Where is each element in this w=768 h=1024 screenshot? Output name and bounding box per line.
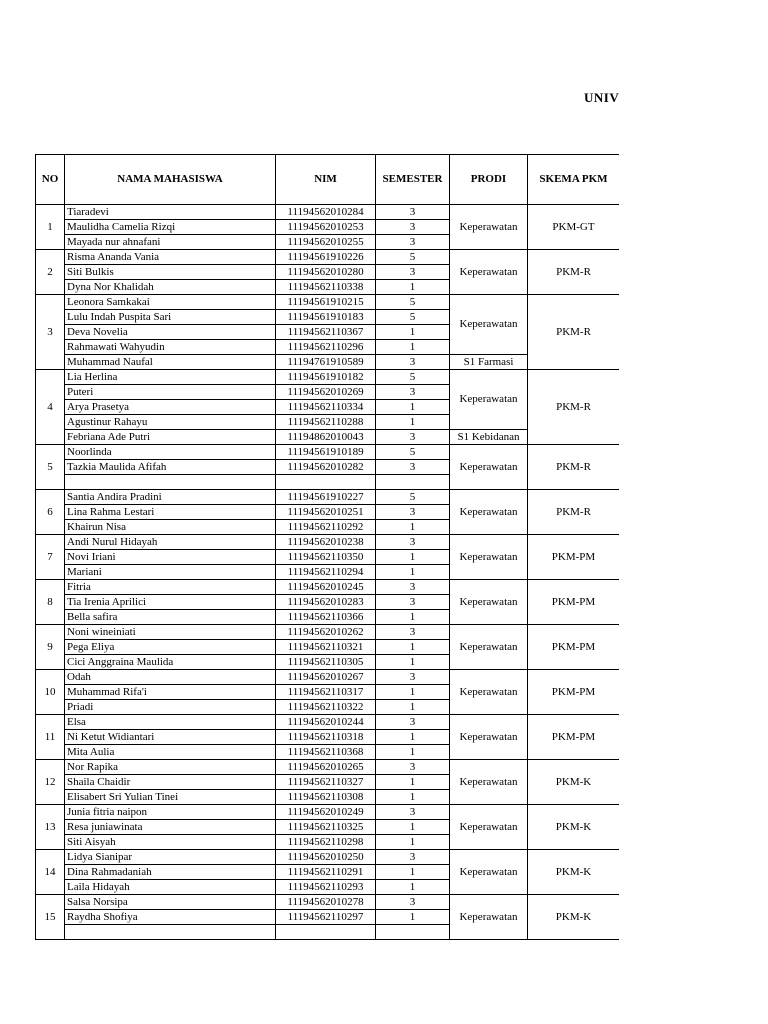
table-row xyxy=(36,445,620,460)
student-nim: 11194561910215 xyxy=(276,295,376,310)
table-row xyxy=(36,895,620,910)
group-number: 5 xyxy=(36,445,65,490)
student-nim: 11194562010282 xyxy=(276,460,376,475)
group-skema-pkm: PKM-R xyxy=(528,250,620,295)
table-row xyxy=(36,205,620,220)
student-semester: 1 xyxy=(376,280,450,295)
student-name: Novi Iriani xyxy=(65,550,276,565)
student-semester: 1 xyxy=(376,640,450,655)
student-semester: 3 xyxy=(376,535,450,550)
student-name: Mayada nur ahnafani xyxy=(65,235,276,250)
student-semester: 3 xyxy=(376,805,450,820)
group-prodi: Keperawatan xyxy=(450,850,528,895)
student-semester: 1 xyxy=(376,775,450,790)
student-nim: 11194562110297 xyxy=(276,910,376,925)
student-nim: 11194561910183 xyxy=(276,310,376,325)
student-nim: 11194562110288 xyxy=(276,415,376,430)
student-nim: 11194562010278 xyxy=(276,895,376,910)
group-number: 11 xyxy=(36,715,65,760)
table-row xyxy=(36,370,620,385)
student-nim: 11194562010280 xyxy=(276,265,376,280)
student-semester: 1 xyxy=(376,610,450,625)
student-nim: 11194562010283 xyxy=(276,595,376,610)
student-name xyxy=(65,925,276,940)
student-semester: 1 xyxy=(376,730,450,745)
student-nim: 11194562110317 xyxy=(276,685,376,700)
student-name: Rahmawati Wahyudin xyxy=(65,340,276,355)
student-name: Mariani xyxy=(65,565,276,580)
header-skema-pkm: SKEMA PKM xyxy=(528,155,620,205)
student-name: Laila Hidayah xyxy=(65,880,276,895)
group-prodi: Keperawatan xyxy=(450,250,528,295)
student-nim: 11194562110298 xyxy=(276,835,376,850)
header-no: NO xyxy=(36,155,65,205)
group-prodi: Keperawatan xyxy=(450,535,528,580)
student-nim: 11194562010253 xyxy=(276,220,376,235)
student-semester: 5 xyxy=(376,490,450,505)
student-name: Mita Aulia xyxy=(65,745,276,760)
student-semester: 3 xyxy=(376,265,450,280)
student-semester: 3 xyxy=(376,460,450,475)
student-name: Leonora Samkakai xyxy=(65,295,276,310)
student-name: Dina Rahmadaniah xyxy=(65,865,276,880)
student-semester: 1 xyxy=(376,910,450,925)
student-semester: 3 xyxy=(376,760,450,775)
student-semester xyxy=(376,475,450,490)
header-semester: SEMESTER xyxy=(376,155,450,205)
student-semester: 3 xyxy=(376,430,450,445)
header-nama-mahasiswa: NAMA MAHASISWA xyxy=(65,155,276,205)
table-row xyxy=(36,670,620,685)
student-nim: 11194562110294 xyxy=(276,565,376,580)
student-nim: 11194562110334 xyxy=(276,400,376,415)
table-body xyxy=(36,205,620,940)
student-nim: 11194562110321 xyxy=(276,640,376,655)
student-semester xyxy=(376,925,450,940)
student-semester: 1 xyxy=(376,655,450,670)
group-number: 2 xyxy=(36,250,65,295)
group-number: 3 xyxy=(36,295,65,370)
student-nim: 11194562010245 xyxy=(276,580,376,595)
student-semester: 5 xyxy=(376,370,450,385)
student-name: Fitria xyxy=(65,580,276,595)
table-row xyxy=(36,760,620,775)
group-skema-pkm: PKM-R xyxy=(528,445,620,490)
group-skema-pkm: PKM-R xyxy=(528,370,620,445)
student-name: Nor Rapika xyxy=(65,760,276,775)
student-nim: 11194562010269 xyxy=(276,385,376,400)
student-semester: 1 xyxy=(376,520,450,535)
student-nim: 11194561910227 xyxy=(276,490,376,505)
student-nim: 11194562010262 xyxy=(276,625,376,640)
group-prodi: Keperawatan xyxy=(450,670,528,715)
student-nim: 11194562110325 xyxy=(276,820,376,835)
student-semester: 1 xyxy=(376,835,450,850)
group-skema-pkm: PKM-PM xyxy=(528,535,620,580)
student-semester: 3 xyxy=(376,595,450,610)
table-row xyxy=(36,490,620,505)
student-nim: 11194562110322 xyxy=(276,700,376,715)
group-skema-pkm: PKM-K xyxy=(528,760,620,805)
student-name: Siti Bulkis xyxy=(65,265,276,280)
student-name: Tiaradevi xyxy=(65,205,276,220)
student-semester: 5 xyxy=(376,295,450,310)
student-nim: 11194562110327 xyxy=(276,775,376,790)
student-name: Ni Ketut Widiantari xyxy=(65,730,276,745)
student-semester: 3 xyxy=(376,715,450,730)
student-nim: 11194562110292 xyxy=(276,520,376,535)
table-row xyxy=(36,535,620,550)
header-prodi: PRODI xyxy=(450,155,528,205)
student-semester: 1 xyxy=(376,745,450,760)
group-skema-pkm: PKM-K xyxy=(528,895,620,940)
group-prodi: Keperawatan xyxy=(450,895,528,940)
student-nim: 11194562110338 xyxy=(276,280,376,295)
table-row xyxy=(36,715,620,730)
group-prodi: Keperawatan xyxy=(450,580,528,625)
student-semester: 5 xyxy=(376,310,450,325)
table-row xyxy=(36,295,620,310)
group-skema-pkm: PKM-K xyxy=(528,805,620,850)
student-semester: 1 xyxy=(376,415,450,430)
student-semester: 3 xyxy=(376,385,450,400)
student-nim: 11194761910589 xyxy=(276,355,376,370)
student-name: Dyna Nor Khalidah xyxy=(65,280,276,295)
student-nim: 11194562010249 xyxy=(276,805,376,820)
student-name: Odah xyxy=(65,670,276,685)
table-row xyxy=(36,850,620,865)
student-name: Arya Prasetya xyxy=(65,400,276,415)
student-semester: 1 xyxy=(376,400,450,415)
student-nim: 11194562010251 xyxy=(276,505,376,520)
student-nim: 11194562110293 xyxy=(276,880,376,895)
student-nim: 11194561910226 xyxy=(276,250,376,265)
table-header-row xyxy=(36,155,620,205)
student-name: Khairun Nisa xyxy=(65,520,276,535)
group-skema-pkm: PKM-PM xyxy=(528,625,620,670)
header-nim: NIM xyxy=(276,155,376,205)
table-row xyxy=(36,625,620,640)
student-name: Shaila Chaidir xyxy=(65,775,276,790)
student-name: Salsa Norsipa xyxy=(65,895,276,910)
student-semester: 3 xyxy=(376,580,450,595)
student-semester: 1 xyxy=(376,820,450,835)
student-name: Pega Eliya xyxy=(65,640,276,655)
student-name: Bella safira xyxy=(65,610,276,625)
document-title: UNIV xyxy=(584,90,620,105)
group-prodi: S1 Farmasi xyxy=(450,355,528,370)
student-semester: 1 xyxy=(376,700,450,715)
student-semester: 3 xyxy=(376,205,450,220)
group-prodi: Keperawatan xyxy=(450,490,528,535)
student-name: Resa juniawinata xyxy=(65,820,276,835)
student-nim: 11194562010267 xyxy=(276,670,376,685)
student-semester: 1 xyxy=(376,790,450,805)
student-name: Noni wineiniati xyxy=(65,625,276,640)
group-number: 7 xyxy=(36,535,65,580)
student-name: Elsa xyxy=(65,715,276,730)
student-nim: 11194562110291 xyxy=(276,865,376,880)
table-row xyxy=(36,580,620,595)
student-nim xyxy=(276,475,376,490)
student-name: Cici Anggraina Maulida xyxy=(65,655,276,670)
student-name: Andi Nurul Hidayah xyxy=(65,535,276,550)
group-prodi: Keperawatan xyxy=(450,715,528,760)
group-number: 1 xyxy=(36,205,65,250)
student-name: Elisabert Sri Yulian Tinei xyxy=(65,790,276,805)
group-number: 6 xyxy=(36,490,65,535)
student-nim: 11194561910189 xyxy=(276,445,376,460)
student-name: Risma Ananda Vania xyxy=(65,250,276,265)
group-prodi: S1 Kebidanan xyxy=(450,430,528,445)
student-name: Noorlinda xyxy=(65,445,276,460)
group-prodi: Keperawatan xyxy=(450,760,528,805)
student-name: Lulu Indah Puspita Sari xyxy=(65,310,276,325)
student-semester: 1 xyxy=(376,865,450,880)
group-skema-pkm: PKM-PM xyxy=(528,580,620,625)
group-skema-pkm: PKM-R xyxy=(528,490,620,535)
student-semester: 3 xyxy=(376,220,450,235)
student-semester: 1 xyxy=(376,340,450,355)
student-name: Muhammad Rifa'i xyxy=(65,685,276,700)
student-semester: 1 xyxy=(376,685,450,700)
student-semester: 3 xyxy=(376,505,450,520)
group-prodi: Keperawatan xyxy=(450,295,528,355)
group-skema-pkm: PKM-PM xyxy=(528,670,620,715)
student-name: Maulidha Camelia Rizqi xyxy=(65,220,276,235)
student-semester: 1 xyxy=(376,325,450,340)
student-name: Santia Andira Pradini xyxy=(65,490,276,505)
group-skema-pkm: PKM-K xyxy=(528,850,620,895)
group-prodi: Keperawatan xyxy=(450,445,528,490)
student-name: Puteri xyxy=(65,385,276,400)
pkm-student-table xyxy=(35,154,619,940)
table-row xyxy=(36,805,620,820)
student-semester: 5 xyxy=(376,445,450,460)
group-prodi: Keperawatan xyxy=(450,805,528,850)
student-semester: 1 xyxy=(376,565,450,580)
student-nim: 11194562110367 xyxy=(276,325,376,340)
student-name: Tazkia Maulida Afifah xyxy=(65,460,276,475)
student-semester: 3 xyxy=(376,235,450,250)
student-name xyxy=(65,475,276,490)
student-name: Raydha Shofiya xyxy=(65,910,276,925)
group-prodi: Keperawatan xyxy=(450,370,528,430)
student-nim: 11194562110368 xyxy=(276,745,376,760)
student-semester: 3 xyxy=(376,625,450,640)
group-number: 4 xyxy=(36,370,65,445)
group-number: 13 xyxy=(36,805,65,850)
group-number: 14 xyxy=(36,850,65,895)
student-name: Lina Rahma Lestari xyxy=(65,505,276,520)
student-name: Febriana Ade Putri xyxy=(65,430,276,445)
student-nim: 11194562010244 xyxy=(276,715,376,730)
student-semester: 1 xyxy=(376,550,450,565)
student-nim: 11194562010238 xyxy=(276,535,376,550)
group-skema-pkm: PKM-R xyxy=(528,295,620,370)
group-skema-pkm: PKM-PM xyxy=(528,715,620,760)
student-semester: 5 xyxy=(376,250,450,265)
student-nim: 11194862010043 xyxy=(276,430,376,445)
group-number: 9 xyxy=(36,625,65,670)
student-name: Lidya Sianipar xyxy=(65,850,276,865)
student-semester: 3 xyxy=(376,895,450,910)
group-number: 15 xyxy=(36,895,65,940)
student-name: Deva Novelia xyxy=(65,325,276,340)
student-nim: 11194562110305 xyxy=(276,655,376,670)
group-prodi: Keperawatan xyxy=(450,625,528,670)
student-nim: 11194562110318 xyxy=(276,730,376,745)
student-semester: 3 xyxy=(376,355,450,370)
student-nim: 11194562110366 xyxy=(276,610,376,625)
student-name: Siti Aisyah xyxy=(65,835,276,850)
student-name: Muhammad Naufal xyxy=(65,355,276,370)
student-nim: 11194562010265 xyxy=(276,760,376,775)
group-number: 12 xyxy=(36,760,65,805)
student-nim: 11194562110308 xyxy=(276,790,376,805)
student-name: Lia Herlina xyxy=(65,370,276,385)
student-semester: 3 xyxy=(376,850,450,865)
student-nim: 11194562110296 xyxy=(276,340,376,355)
group-skema-pkm: PKM-GT xyxy=(528,205,620,250)
student-semester: 3 xyxy=(376,670,450,685)
student-nim: 11194561910182 xyxy=(276,370,376,385)
group-number: 10 xyxy=(36,670,65,715)
student-name: Agustinur Rahayu xyxy=(65,415,276,430)
student-name: Junia fitria naipon xyxy=(65,805,276,820)
table-viewport xyxy=(35,154,619,944)
student-nim: 11194562110350 xyxy=(276,550,376,565)
student-name: Tia Irenia Aprilici xyxy=(65,595,276,610)
student-nim: 11194562010255 xyxy=(276,235,376,250)
group-prodi: Keperawatan xyxy=(450,205,528,250)
student-nim xyxy=(276,925,376,940)
table-row xyxy=(36,250,620,265)
group-number: 8 xyxy=(36,580,65,625)
student-name: Priadi xyxy=(65,700,276,715)
student-nim: 11194562010250 xyxy=(276,850,376,865)
student-semester: 1 xyxy=(376,880,450,895)
student-nim: 11194562010284 xyxy=(276,205,376,220)
